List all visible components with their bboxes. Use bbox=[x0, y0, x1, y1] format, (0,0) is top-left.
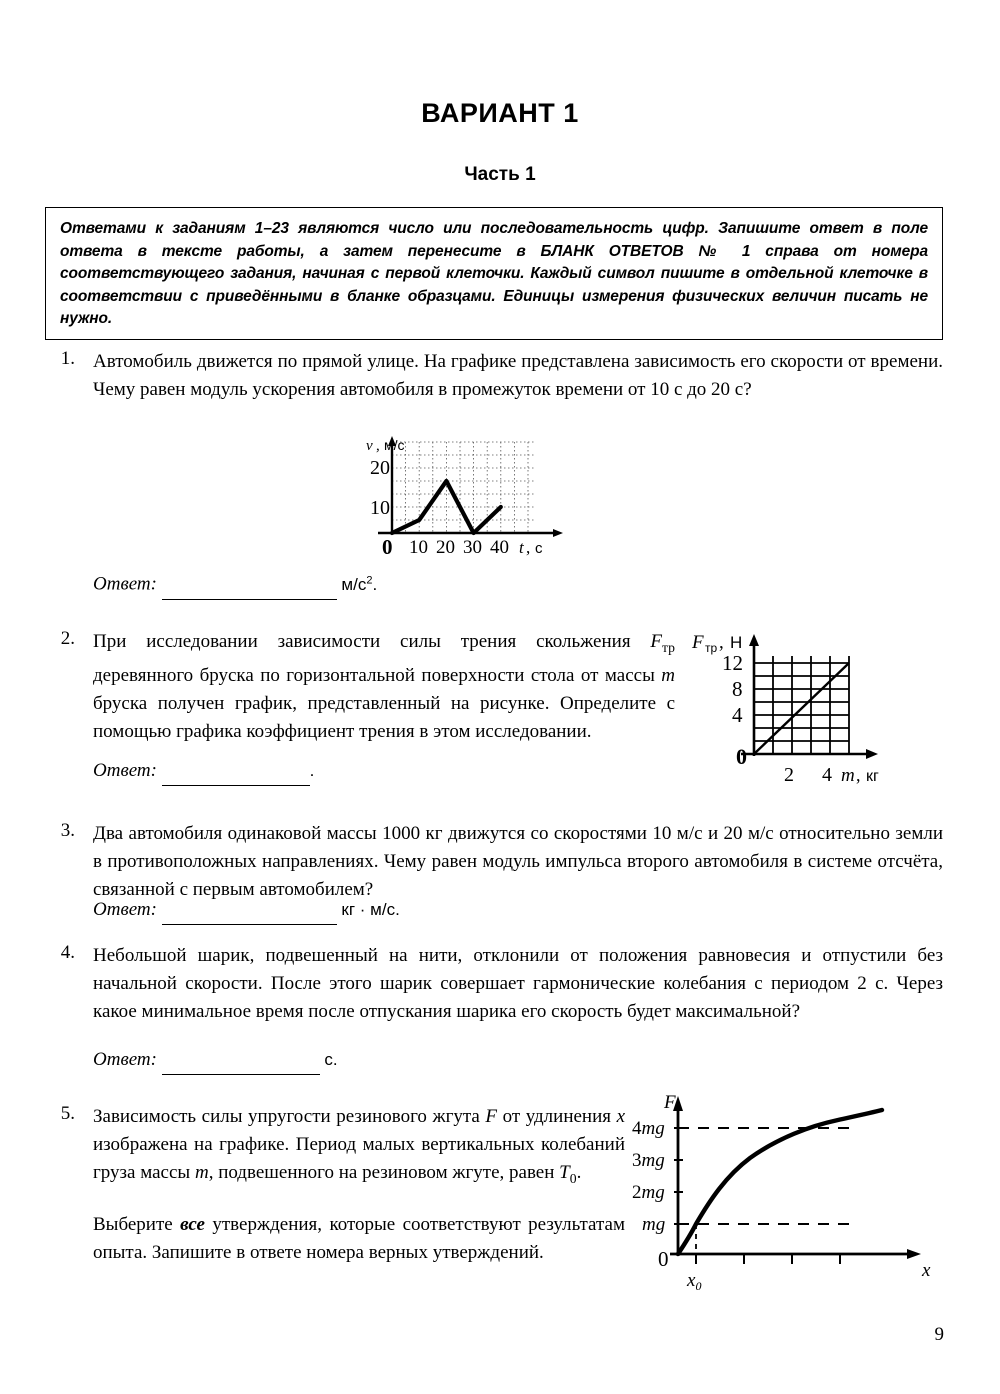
task-5-text-2: Выберите все утверждения, которые соответствуют результатам опыта. Запишите в ответе номера верных утверждений. bbox=[93, 1213, 625, 1263]
answer-label-2: Ответ: bbox=[93, 760, 157, 781]
svg-text:с: с bbox=[535, 540, 543, 557]
svg-text:30: 30 bbox=[463, 537, 482, 557]
figure-elastic-force bbox=[630, 1084, 960, 1299]
svg-text:,: , bbox=[376, 438, 380, 454]
page-title: ВАРИАНТ 1 bbox=[421, 98, 579, 128]
svg-text:4mg: 4mg bbox=[632, 1118, 665, 1139]
task-2-answer bbox=[45, 757, 314, 786]
svg-text:0: 0 bbox=[736, 744, 747, 769]
svg-text:2mg: 2mg bbox=[632, 1182, 665, 1203]
elastic-force-series bbox=[678, 1110, 882, 1254]
task-3-number: 3. bbox=[60, 820, 75, 841]
task-5-text: Зависимость силы упругости резинового жгута F от удлинения x изображена на графике. Период малых вертикальных колебаний груза массы m, подвешенного на резиновом жгуте, равен $T_0$. bbox=[93, 1106, 625, 1186]
task-2-number: 2. bbox=[60, 628, 75, 649]
svg-text:4: 4 bbox=[822, 764, 832, 786]
svg-text:,: , bbox=[719, 632, 724, 653]
task-2-body bbox=[93, 628, 675, 746]
svg-text:8: 8 bbox=[732, 677, 743, 701]
answer-blank-4[interactable] bbox=[162, 1046, 320, 1075]
svg-text:Н: Н bbox=[730, 633, 743, 652]
svg-text:40: 40 bbox=[490, 537, 509, 557]
svg-text:10: 10 bbox=[370, 497, 390, 519]
answer-blank-2[interactable] bbox=[162, 757, 310, 786]
task-5-number: 5. bbox=[60, 1103, 75, 1124]
page-number: 9 bbox=[934, 1324, 944, 1345]
task-4-answer bbox=[45, 1046, 338, 1075]
answer-blank-1[interactable] bbox=[162, 571, 337, 600]
task-4-body bbox=[93, 942, 943, 1026]
svg-text:3mg: 3mg bbox=[632, 1150, 665, 1171]
answer-unit-3: кг · м/с. bbox=[341, 900, 400, 919]
svg-text:20: 20 bbox=[370, 457, 390, 479]
svg-text:0: 0 bbox=[658, 1247, 669, 1271]
svg-text:,: , bbox=[856, 765, 861, 785]
instruction-box bbox=[45, 207, 943, 340]
task-1 bbox=[45, 348, 943, 404]
svg-text:10: 10 bbox=[409, 537, 428, 557]
task-3-answer bbox=[45, 896, 400, 925]
svg-text:mg: mg bbox=[642, 1214, 666, 1235]
answer-line-1[interactable] bbox=[93, 566, 377, 600]
task-1-text: Автомобиль движется по прямой улице. На графике представлена зависимость его скорости от времени. Чему равен модуль ускорения автомобиля в промежуток времени от 10 с до 20 с? bbox=[93, 351, 943, 400]
answer-unit-1: $м/с^2$. bbox=[341, 574, 378, 594]
answer-unit-4: с. bbox=[324, 1050, 338, 1069]
task-3 bbox=[45, 820, 943, 904]
task-5 bbox=[45, 1103, 625, 1267]
answer-line-2[interactable] bbox=[93, 757, 314, 786]
task-1-answer bbox=[45, 566, 377, 600]
svg-text:4: 4 bbox=[732, 703, 743, 727]
svg-text:x0: $x_0$ bbox=[687, 1270, 702, 1293]
svg-text:v: v bbox=[366, 438, 373, 454]
instruction-text: Ответами к заданиям 1–23 являются число или последовательность цифр. Запишите ответ в поле ответа в тексте работы, а затем перенесите в БЛАНК ОТВЕТОВ № 1 справа от номера соответствующего задания, начиная с первой клеточки. Каждый символ пишите в отдельной клеточке в соответствии с приведёнными в бланке образцами. Единицы измерения физических величин писать не нужно. bbox=[60, 220, 928, 327]
svg-text:тр: тр bbox=[705, 641, 718, 655]
task-4-text: Небольшой шарик, подвешенный на нити, отклонили от положения равновесия и отпустили без начальной скорости. После этого шарик совершает гармонические колебания с периодом 2 с. Через какое минимальное время после отпускания шарика его скорость будет максимальной? bbox=[93, 945, 943, 1022]
svg-text:F: F bbox=[664, 1092, 676, 1113]
answer-blank-3[interactable] bbox=[162, 896, 337, 925]
svg-text:t: t bbox=[519, 538, 524, 557]
svg-text:кг: кг bbox=[866, 768, 879, 785]
figure-velocity-time bbox=[330, 432, 640, 557]
task-4 bbox=[45, 942, 943, 1026]
answer-line-3[interactable] bbox=[93, 896, 400, 925]
answer-label-1: Ответ: bbox=[93, 573, 157, 595]
svg-text:2: 2 bbox=[784, 764, 794, 786]
svg-text:20: 20 bbox=[436, 537, 455, 557]
answer-label-4: Ответ: bbox=[93, 1049, 157, 1070]
svg-text:x: x bbox=[922, 1260, 931, 1281]
task-5-body bbox=[93, 1103, 625, 1267]
part-title: Часть 1 bbox=[464, 164, 536, 185]
svg-text:F: F bbox=[692, 632, 704, 653]
answer-label-3: Ответ: bbox=[93, 899, 157, 920]
svg-text:m: m bbox=[841, 765, 855, 786]
answer-line-4[interactable] bbox=[93, 1046, 338, 1075]
task-2 bbox=[45, 628, 675, 746]
task-3-body bbox=[93, 820, 943, 904]
figure-friction-mass bbox=[686, 626, 956, 786]
svg-text:м/с: м/с bbox=[384, 437, 405, 453]
svg-text:,: , bbox=[526, 538, 531, 557]
task-1-number: 1. bbox=[60, 348, 75, 369]
task-1-body bbox=[93, 348, 943, 404]
svg-text:12: 12 bbox=[722, 651, 743, 675]
answer-unit-2: . bbox=[309, 761, 315, 780]
svg-text:0: 0 bbox=[382, 535, 393, 557]
task-4-number: 4. bbox=[60, 942, 75, 963]
task-3-text: Два автомобиля одинаковой массы 1000 кг движутся со скоростями 10 м/с и 20 м/с относительно земли в противоположных направлениях. Чему равен модуль импульса второго автомобиля в системе отсчёта, связанной с первым автомобилем? bbox=[93, 823, 943, 900]
task-2-text: При исследовании зависимости силы трения скольжения $F_{тр}$ деревянного бруска по горизонтальной поверхности стола от массы m бруска получен график, представленный на рисунке. Определите с помощью графика коэффициент трения в этом исследовании. bbox=[93, 631, 675, 742]
